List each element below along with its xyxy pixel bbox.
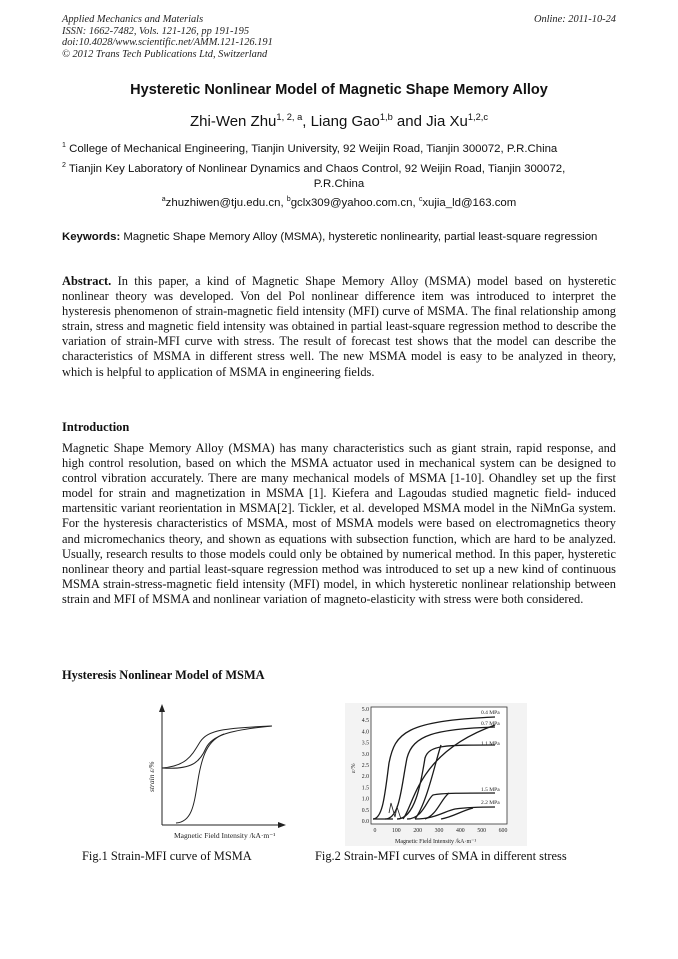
fig1-y-label: strain ε/% xyxy=(147,761,156,792)
email-mark: b xyxy=(286,196,291,203)
online-date: Online: 2011-10-24 xyxy=(533,14,616,25)
fig2-x-label: Magnetic Field Intensity /kA·m⁻¹ xyxy=(395,839,477,845)
keywords-paragraph xyxy=(62,230,616,245)
introduction-heading: Introduction xyxy=(62,420,130,434)
fig2-y-label: ε/% xyxy=(350,763,357,773)
fig2-y-tick-label: 3.5 xyxy=(361,740,369,747)
fig2-y-tick-label: 2.5 xyxy=(361,763,369,769)
figure-1-caption: Fig.1 Strain-MFI curve of MSMA xyxy=(82,849,252,863)
fig2-y-tick-label: 4.5 xyxy=(361,718,369,725)
section-heading: Hysteresis Nonlinear Model of MSMA xyxy=(62,668,265,682)
email-address[interactable]: zhuzhiwen@tju.edu.cn xyxy=(165,196,281,209)
fig2-x-tick-label: 300 xyxy=(434,828,444,834)
fig1-initial-curve xyxy=(176,734,224,823)
figure-2-caption: Fig.2 Strain-MFI curves of SMA in different stress xyxy=(315,849,567,863)
fig2-y-tick-label: 4.0 xyxy=(361,729,369,736)
email-address[interactable]: gclx309@yahoo.com.cn xyxy=(290,196,413,209)
keywords-text: Magnetic Shape Memory Alloy (MSMA), hysteretic nonlinearity, partial least-square regression xyxy=(123,231,598,243)
fig2-x-tick-label: 0 xyxy=(373,828,377,834)
journal-name: Applied Mechanics and Materials xyxy=(62,14,204,25)
affiliation-2 xyxy=(62,158,616,192)
abstract-label: Abstract. xyxy=(62,274,112,288)
fig2-y-tick-label: 1.5 xyxy=(361,785,369,792)
email-mark: a xyxy=(161,196,166,203)
affiliation-text: Tianjin Key Laboratory of Nonlinear Dynamics and Chaos Control, 92 Weijin Road, Tianjin 300072, xyxy=(68,162,566,175)
paper-title: Hysteretic Nonlinear Model of Magnetic Shape Memory Alloy xyxy=(130,82,548,98)
author-name: Jia Xu xyxy=(426,113,468,130)
affiliation-number: 2 xyxy=(62,162,66,169)
affiliation-1 xyxy=(62,138,616,157)
author-name: Liang Gao xyxy=(310,113,380,130)
author-list xyxy=(62,112,616,130)
doi-line: doi:10.4028/www.scientific.net/AMM.121-126.191 xyxy=(62,37,273,49)
journal-header xyxy=(62,14,616,60)
fig2-y-tick-label: 3.0 xyxy=(361,751,369,758)
author-affiliation-mark: 1,b xyxy=(379,112,393,122)
affiliation-number: 1 xyxy=(62,142,66,149)
email-address[interactable]: xujia_ld@163.com xyxy=(422,196,517,209)
fig1-x-label: Magnetic Field Intensity /kA·m⁻¹ xyxy=(174,831,276,840)
fig2-x-tick-label: 400 xyxy=(455,828,465,834)
fig2-curve-label-0.7mpa: 0.7 MPa xyxy=(481,721,500,727)
fig2-curve-label-2.2mpa: 2.2 MPa xyxy=(481,800,500,806)
author-name: Zhi-Wen Zhu xyxy=(189,113,277,130)
affiliation-text-continued: P.R.China xyxy=(313,177,365,190)
author-separator: , xyxy=(302,113,311,130)
fig2-x-tick-label: 200 xyxy=(413,828,423,834)
fig1-hysteresis-loop-lower xyxy=(162,726,272,768)
author-conjunction: and xyxy=(392,113,427,130)
fig2-y-tick-label: 0.5 xyxy=(361,807,369,814)
fig2-y-tick-label: 0.0 xyxy=(361,819,369,825)
fig1-hysteresis-loop-upper xyxy=(162,726,272,768)
fig2-curve-label-1.5mpa: 1.5 MPa xyxy=(481,787,500,793)
fig2-x-tick-label: 500 xyxy=(477,828,487,834)
figure-2-strain-mfi-stress-curves xyxy=(345,703,527,846)
fig2-x-tick-label: 100 xyxy=(391,828,401,834)
fig2-x-tick-label: 600 xyxy=(498,828,508,834)
email-list: $^a$zhuzhiwen@tju.edu.cn, $^b$gclx309@yahoo.com.cn, $^c$xujia_ld@163.com xyxy=(161,196,517,209)
issn-line: ISSN: 1662-7482, Vols. 121-126, pp 191-195 xyxy=(62,25,250,37)
author-affiliation-mark: 1,2,c xyxy=(467,112,488,122)
author-affiliation-mark: 1, 2, a xyxy=(276,112,303,122)
figure-1-strain-mfi-curve xyxy=(132,700,292,842)
fig2-curve-label-1.1mpa: 1.1 MPa xyxy=(481,741,500,747)
keywords-label: Keywords: xyxy=(62,231,121,243)
fig2-y-tick-label: 2.0 xyxy=(361,774,369,781)
abstract-paragraph xyxy=(62,274,616,380)
abstract-text: In this paper, a kind of Magnetic Shape Memory Alloy (MSMA) model based on hysteretic nonlinear theory was developed. Von del Pol nonlinear difference item was introduced to interpret the hysteresis phenomenon of strain-magnetic field intensity (MFI) curve of MSMA. The final relationship among strain, stress and magnetic field intensity was obtained in partial least-square regression method to describe the variation of strain-MFI curve with stress. The result of forecast test shows that the model can describe the characteristics of MSMA in different stress well. The new MSMA model is easy to be analyzed in theory, which is helpful to application of MSMA in engineering fields. xyxy=(62,274,616,379)
fig2-y-tick-label: 5.0 xyxy=(361,707,369,713)
email-mark: c xyxy=(418,196,423,203)
fig1-y-axis xyxy=(159,704,165,825)
fig2-curve-label-0.4mpa: 0.4 MPa xyxy=(481,710,500,716)
fig1-x-axis xyxy=(162,822,286,828)
fig2-y-tick-label: 1.0 xyxy=(361,796,369,803)
copyright-line: © 2012 Trans Tech Publications Ltd, Switzerland xyxy=(62,48,268,60)
introduction-paragraph: Magnetic Shape Memory Alloy (MSMA) has many characteristics such as giant strain, rapid response, and high control resolution, based on which the MSMA actuator used in mechanical system can be designed to control vibration accurately. There are many mechanical models of MSMA [1-10]. Ohandley set up the first model for strain and magnetization in MSMA [1]. Kiefera and Lagoudas studied magnetic field- induced martensitic variant reorientation in MSMA[2]. Tickler, et al. developed MSMA model in the NiMnGa system. For the hysteresis characteristics of MSMA, most of MSMA models were based on electromagnetics theory and micromechanics theory, and shown as equations with subsection function, which are hard to be analyzed. Usually, research results to those models could only be obtained by numerical method. In this paper, hysteretic nonlinear theory and partial least-square regression method was introduced to set up a new kind of continuous MSMA strain-stress-magnetic field intensity (MFI) model, in which hysteretic nonlinear relationship between strain and MFI of MSMA and nonlinear variation of magneto-elasticity with stress were both considered. xyxy=(62,441,616,606)
affiliation-text: College of Mechanical Engineering, Tianjin University, 92 Weijin Road, Tianjin 300072, P.R.China xyxy=(69,142,558,155)
